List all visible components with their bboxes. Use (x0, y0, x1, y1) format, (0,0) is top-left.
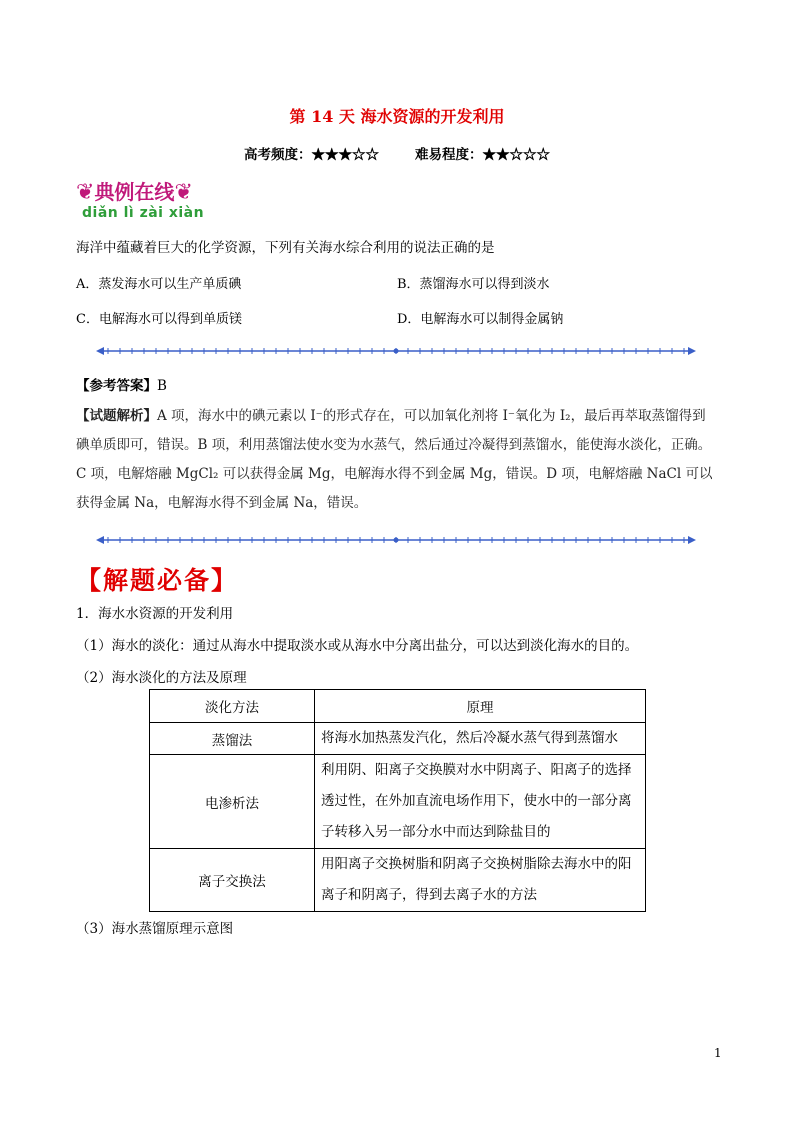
arrow-right-icon (688, 347, 696, 355)
subheading-1: 1．海水水资源的开发利用 (76, 606, 234, 622)
logo-pinyin: diǎn lì zài xiàn (82, 205, 205, 221)
analysis-text: A 项，海水中的碘元素以 I⁻的形式存在，可以加氧化剂将 I⁻氧化为 I₂，最后再萃取蒸馏得到碘单质即可，错误。B 项，利用蒸馏法使水变为水蒸气，然后通过冷凝得到蒸馏水，能使海水淡化，正确。C 项，电解熔融 MgCl₂ 可以获得金属 Mg，电解海水得不到金属 Mg，错误。D 项，电解熔融 NaCl 可以获得金属 Na，电解海水得不到金属 Na，错误。 (76, 408, 713, 511)
divider-center-dot (394, 349, 399, 354)
swirl-icon: ❦ (174, 180, 193, 205)
table-header: 原理 (315, 690, 646, 723)
table-row (150, 755, 646, 849)
table-header-row (150, 690, 646, 723)
analysis-block (76, 402, 716, 518)
table-row (150, 723, 646, 755)
frequency-label: 高考频度： (244, 147, 312, 163)
table-cell-principle: 利用阴、阳离子交换膜对水中阴离子、阳离子的选择透过性，在外加直流电场作用下，使水中的一部分离子转移入另一部分水中而达到除盐目的 (315, 755, 646, 849)
difficulty-stars: ★★☆☆☆ (482, 147, 550, 163)
table-cell-method: 离子交换法 (150, 849, 315, 912)
subpoint-2: （2）海水淡化的方法及原理 (76, 670, 247, 686)
option-b: B．蒸馏海水可以得到淡水 (397, 277, 550, 292)
difficulty-info (0, 143, 794, 163)
table-cell-method: 电渗析法 (150, 755, 315, 849)
answer-value: B (157, 378, 167, 394)
table-cell-principle: 将海水加热蒸发汽化，然后冷凝水蒸气得到蒸馏水 (315, 723, 646, 755)
page-title: 第 14 天 海水资源的开发利用 (289, 107, 505, 126)
swirl-icon: ❦ (76, 180, 95, 205)
difficulty-label: 难易程度： (415, 147, 483, 163)
section-heading: 【解题必备】 (76, 566, 239, 595)
arrow-right-icon (688, 536, 696, 544)
arrow-left-icon (96, 347, 104, 355)
subpoint-1: （1）海水的淡化：通过从海水中提取淡水或从海水中分离出盐分，可以达到淡化海水的目的。 (76, 638, 639, 654)
frequency-stars: ★★★☆☆ (311, 147, 379, 163)
divider-line (96, 345, 696, 357)
arrow-left-icon (96, 536, 104, 544)
question-stem: 海洋中蕴藏着巨大的化学资源，下列有关海水综合利用的说法正确的是 (76, 240, 495, 256)
desalination-table (149, 689, 646, 912)
answer-label: 【参考答案】 (76, 378, 157, 394)
page-number: 1 (714, 1046, 722, 1060)
subpoint-3: （3）海水蒸馏原理示意图 (76, 921, 234, 937)
analysis-label: 【试题解析】 (76, 408, 157, 424)
table-row (150, 849, 646, 912)
option-a: A．蒸发海水可以生产单质碘 (76, 277, 242, 292)
table-cell-principle: 用阳离子交换树脂和阴离子交换树脂除去海水中的阳离子和阴离子，得到去离子水的方法 (315, 849, 646, 912)
option-d: D．电解海水可以制得金属钠 (397, 312, 564, 327)
divider-center-dot (394, 538, 399, 543)
divider-line (96, 534, 696, 546)
reference-answer (76, 374, 167, 394)
logo-text: 典例在线 (94, 180, 175, 204)
table-cell-method: 蒸馏法 (150, 723, 315, 755)
table-header: 淡化方法 (150, 690, 315, 723)
example-logo (76, 176, 193, 205)
option-c: C．电解海水可以得到单质镁 (76, 312, 242, 327)
